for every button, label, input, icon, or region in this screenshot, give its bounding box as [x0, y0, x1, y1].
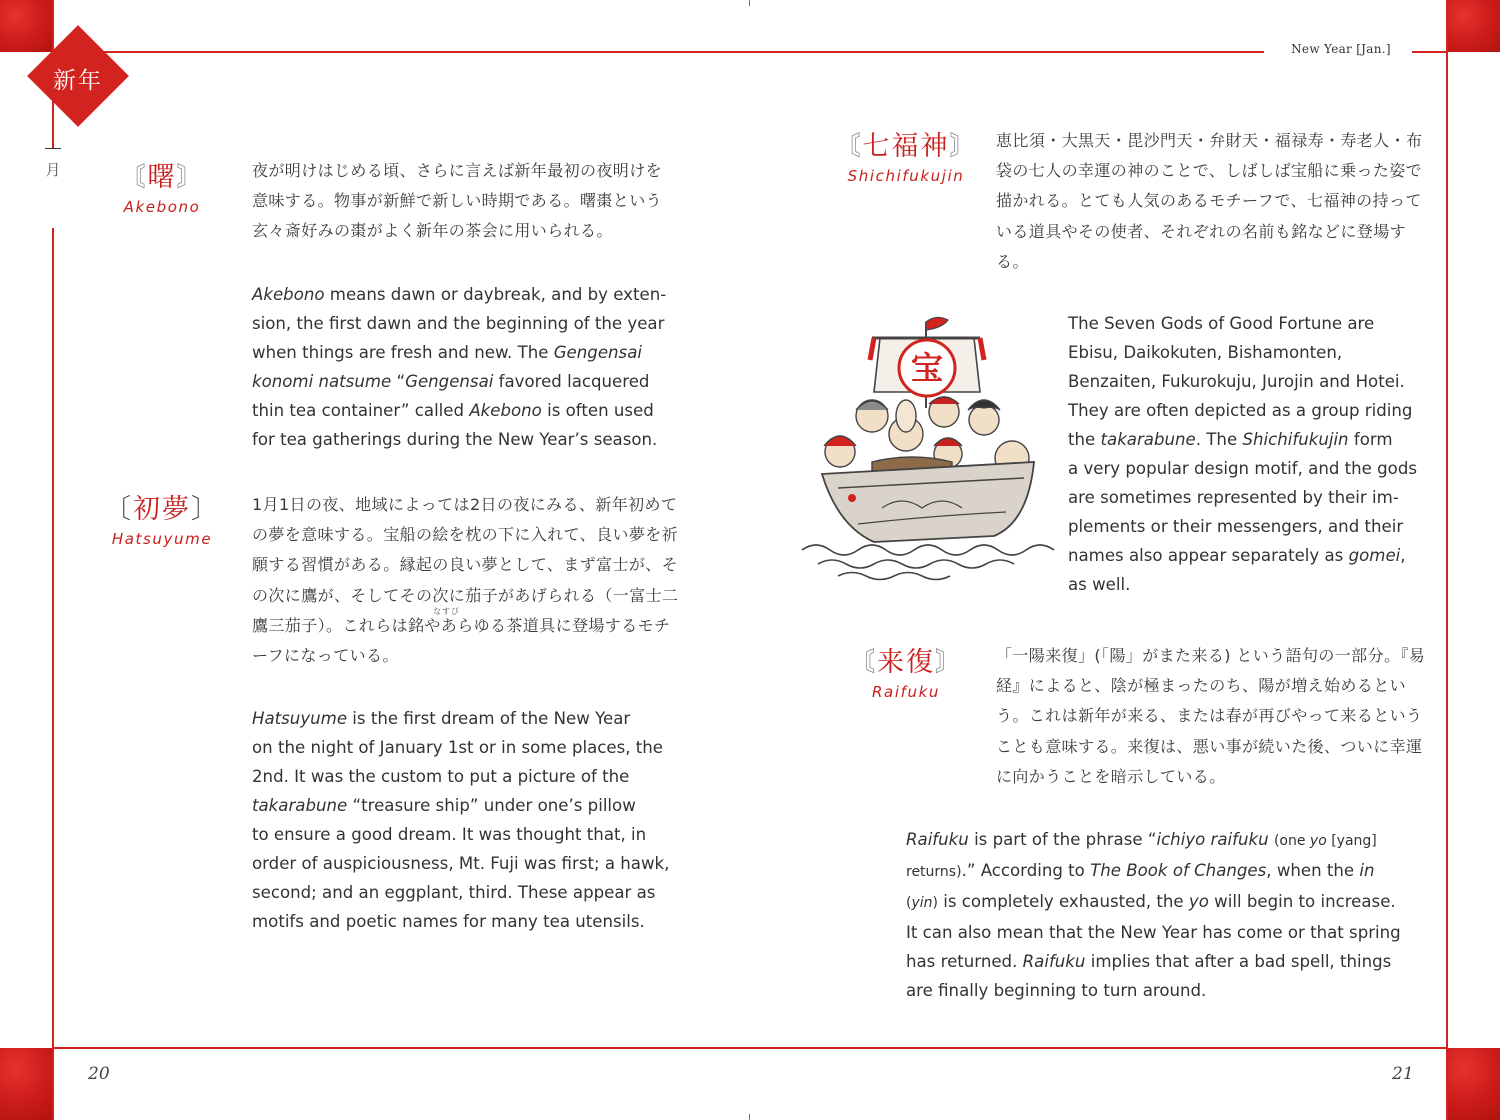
ship-sail-char: 宝	[910, 349, 944, 387]
headword-raifuku-kanji: 〘来復〙	[848, 647, 964, 678]
hatsuyume-ruby: なすび	[433, 607, 460, 616]
headword-hatsuyume-kanji: 〔初夢〕	[104, 494, 220, 525]
treasure-ship-illustration	[798, 312, 1064, 590]
top-rule-end	[1412, 51, 1448, 53]
running-header: New Year [Jan.]	[1291, 42, 1391, 56]
headword-akebono-romaji: Akebono	[123, 198, 201, 216]
headword-hatsuyume	[82, 487, 242, 548]
page-number-right: 21	[1392, 1064, 1414, 1084]
headword-hatsuyume-romaji: Hatsuyume	[111, 530, 213, 548]
raifuku-en-text: Raifuku is part of the phrase “ichiyo raifuku (one yo [yang] returns).” According to The Book of Changes, when the in (yin) is completely exhausted, the yo will begin to increase. It can also mean that the New Year has come or that spring has returned. Raifuku implies that after a bad spell, things are finally beginning to turn around.	[906, 830, 1401, 1000]
month-tab-label: 月	[45, 161, 61, 179]
right-rule	[1446, 0, 1448, 1120]
gutter-tick-bottom	[749, 1114, 750, 1120]
shichifukujin-en-text: The Seven Gods of Good Fortune are Ebisu, Daikokuten, Bishamonten, Benzaiten, Fukurokuju, Jurojin and Hotei. They are often depicted as a group riding the takarabune. The Shichifukujin form a very popular design motif, and the gods are sometimes represented by their im- plements or their messengers, and their names also appear separately as gomei, as well.	[1068, 314, 1418, 594]
raifuku-jp-text: 「一陽来復」(「陽」がまた来る) という語句の一部分。『易経』によると、陰が極まったのち、陽が増え始めるという。これは新年が来る、または春が再びやって来るということも意味する。来復は、悪い事が続いた後、ついに幸運に向かうことを暗示している。	[996, 646, 1426, 786]
hatsuyume-en-text: Hatsuyume is the first dream of the New Year on the night of January 1st or in some places, the 2nd. It was the custom to put a picture of the takarabune “treasure ship” under one’s pillow to ensure a good dream. It was thought that, in order of auspiciousness, Mt. Fuji was first; a hawk, second; and an eggplant, third. These appear as motifs and poetic names for many tea utensils.	[252, 709, 670, 931]
bottom-rule	[52, 1047, 1448, 1049]
shichifukujin-jp-text: 恵比須・大黒天・毘沙門天・弁財天・福禄寿・寿老人・布袋の七人の幸運の神のことで、しばしば宝船に乗った姿で描かれる。とても人気のあるモチーフで、七福神の持っている道具やその使者、それぞれの名前も銘などに登場する。	[996, 131, 1423, 271]
headword-shichifukujin-kanji: 〘七福神〙	[833, 131, 979, 162]
akebono-jp-text: 夜が明けはじめる頃、さらに言えば新年最初の夜明けを意味する。物事が新鮮で新しい時期である。曙棗という玄々斎好みの棗がよく新年の茶会に用いられる。	[252, 161, 663, 241]
headword-akebono	[82, 155, 242, 216]
headword-akebono-kanji: 〘曙〙	[118, 162, 206, 193]
corner-ornament-bottom-right	[1448, 1048, 1500, 1120]
headword-shichifukujin-romaji: Shichifukujin	[847, 167, 965, 185]
month-tab	[38, 148, 68, 228]
headword-shichifukujin	[826, 124, 986, 185]
headword-raifuku-romaji: Raifuku	[872, 683, 940, 701]
top-rule	[52, 51, 1264, 53]
page-number-left: 20	[88, 1064, 110, 1084]
headword-raifuku	[826, 640, 986, 701]
corner-ornament-bottom-left	[0, 1048, 52, 1120]
season-badge	[28, 26, 128, 126]
akebono-en-text: Akebono means dawn or daybreak, and by exten- sion, the first dawn and the beginning of the year when things are fresh and new. The Gengensai konomi natsume “Gengensai favored lacquered thin tea container” called Akebono is often used for tea gatherings during the New Year’s season.	[252, 285, 667, 449]
season-badge-label: 新年	[53, 68, 103, 94]
gutter-tick-top	[749, 0, 750, 6]
corner-ornament-top-right	[1448, 0, 1500, 52]
hatsuyume-jp-text: 1月1日の夜、地域によっては2日の夜にみる、新年初めての夢を意味する。宝船の絵を枕の下に入れて、良い夢を祈願する習慣がある。縁起の良い夢として、まず富士が、その次に鷹が、そしてその次に茄子があげられる（一富士二鷹三茄子）。これらは銘やあらゆる茶道具に登場するモチーフになっている。	[252, 495, 679, 666]
month-tab-bar	[45, 148, 61, 149]
